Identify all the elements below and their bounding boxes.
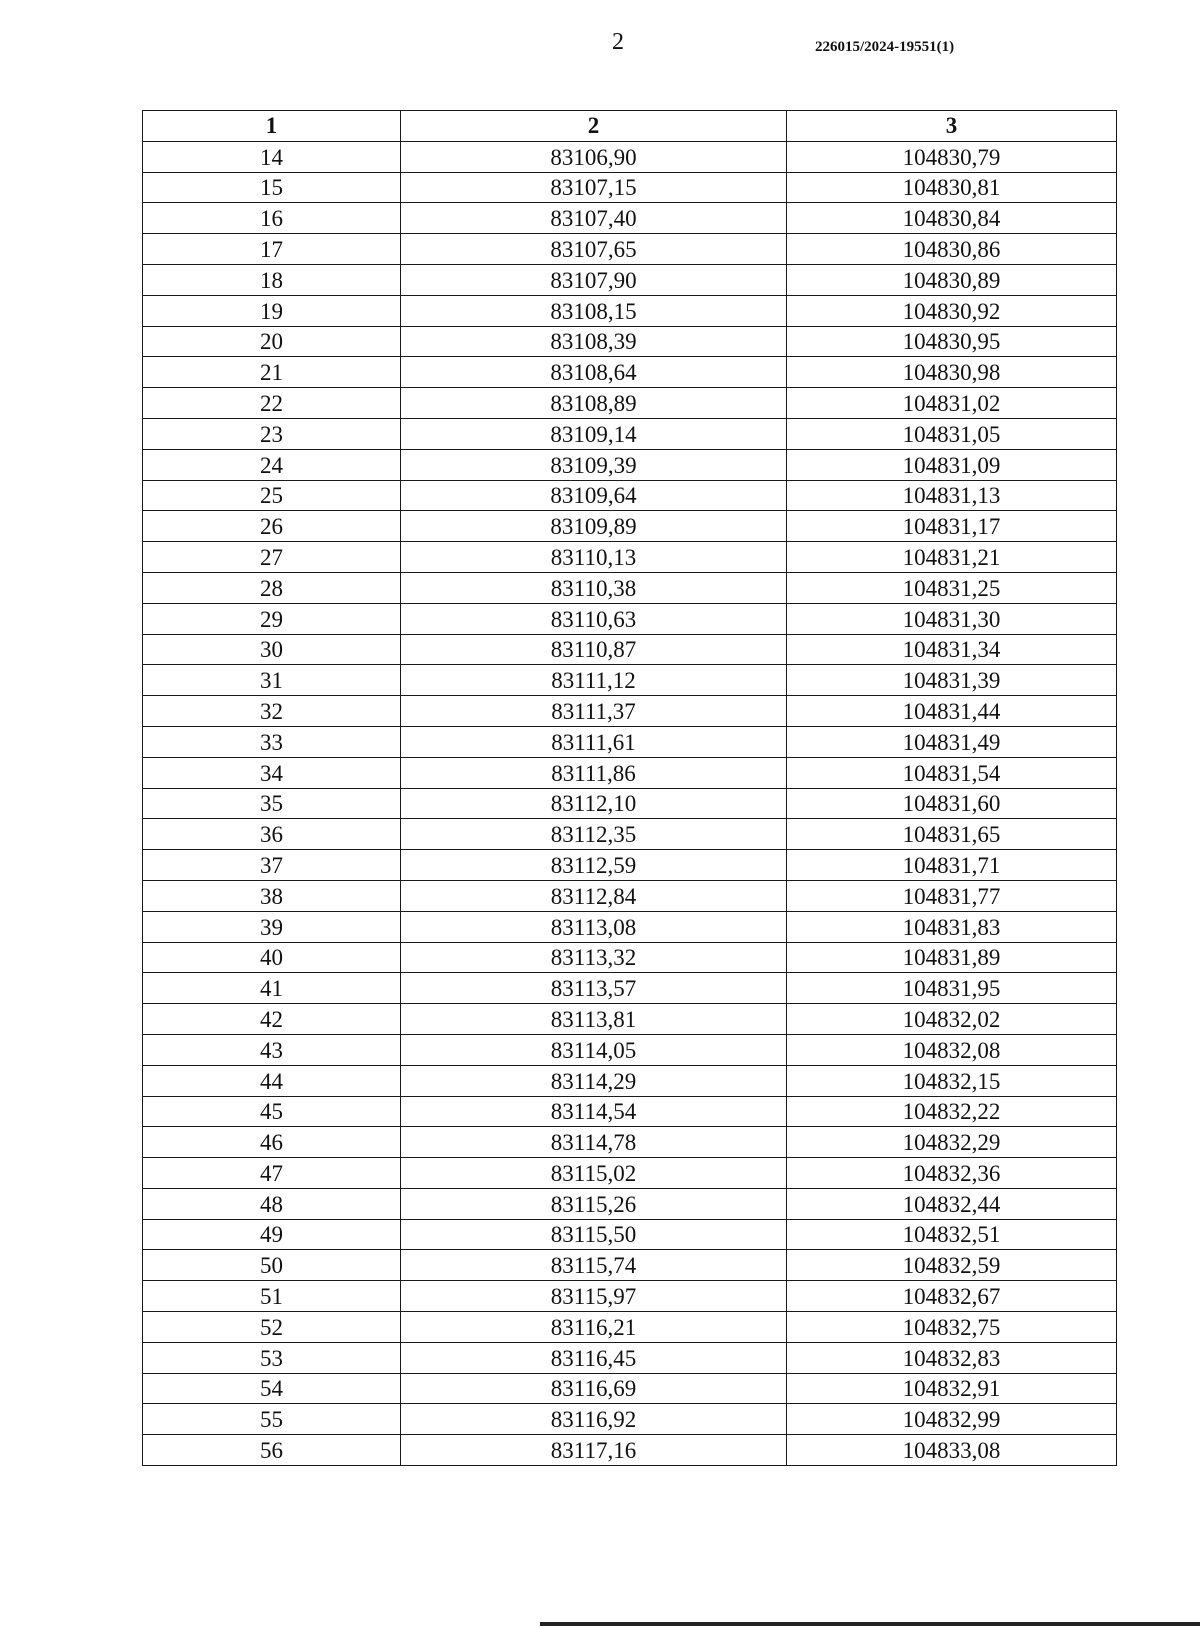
column-header-3: 3	[787, 111, 1117, 142]
y-coordinate-cell: 104831,17	[787, 511, 1117, 542]
x-coordinate-cell: 83110,13	[401, 542, 787, 573]
point-number-cell: 51	[143, 1281, 401, 1312]
point-number-cell: 14	[143, 141, 401, 172]
y-coordinate-cell: 104830,89	[787, 264, 1117, 295]
point-number-cell: 49	[143, 1219, 401, 1250]
x-coordinate-cell: 83114,29	[401, 1065, 787, 1096]
y-coordinate-cell: 104831,25	[787, 572, 1117, 603]
table-row	[143, 1373, 1117, 1404]
table-row	[143, 511, 1117, 542]
y-coordinate-cell: 104832,02	[787, 1004, 1117, 1035]
table-row	[143, 234, 1117, 265]
x-coordinate-cell: 83116,69	[401, 1373, 787, 1404]
table-row	[143, 264, 1117, 295]
y-coordinate-cell: 104831,21	[787, 542, 1117, 573]
x-coordinate-cell: 83109,14	[401, 418, 787, 449]
x-coordinate-cell: 83113,81	[401, 1004, 787, 1035]
point-number-cell: 26	[143, 511, 401, 542]
x-coordinate-cell: 83111,61	[401, 726, 787, 757]
x-coordinate-cell: 83107,90	[401, 264, 787, 295]
table-row	[143, 1096, 1117, 1127]
y-coordinate-cell: 104831,77	[787, 880, 1117, 911]
x-coordinate-cell: 83114,05	[401, 1034, 787, 1065]
table-row	[143, 1250, 1117, 1281]
point-number-cell: 35	[143, 788, 401, 819]
y-coordinate-cell: 104831,39	[787, 665, 1117, 696]
y-coordinate-cell: 104833,08	[787, 1435, 1117, 1466]
x-coordinate-cell: 83117,16	[401, 1435, 787, 1466]
x-coordinate-cell: 83109,64	[401, 480, 787, 511]
point-number-cell: 37	[143, 850, 401, 881]
table-row	[143, 757, 1117, 788]
column-header-1: 1	[143, 111, 401, 142]
x-coordinate-cell: 83107,65	[401, 234, 787, 265]
table-row	[143, 911, 1117, 942]
table-row	[143, 418, 1117, 449]
point-number-cell: 16	[143, 203, 401, 234]
point-number-cell: 42	[143, 1004, 401, 1035]
table-row	[143, 1034, 1117, 1065]
point-number-cell: 50	[143, 1250, 401, 1281]
y-coordinate-cell: 104832,91	[787, 1373, 1117, 1404]
table-row	[143, 788, 1117, 819]
point-number-cell: 17	[143, 234, 401, 265]
point-number-cell: 36	[143, 819, 401, 850]
point-number-cell: 22	[143, 388, 401, 419]
table-row	[143, 1281, 1117, 1312]
point-number-cell: 43	[143, 1034, 401, 1065]
point-number-cell: 30	[143, 634, 401, 665]
table-row	[143, 696, 1117, 727]
y-coordinate-cell: 104832,67	[787, 1281, 1117, 1312]
table-row	[143, 1127, 1117, 1158]
y-coordinate-cell: 104832,15	[787, 1065, 1117, 1096]
x-coordinate-cell: 83113,32	[401, 942, 787, 973]
table-row	[143, 819, 1117, 850]
point-number-cell: 32	[143, 696, 401, 727]
y-coordinate-cell: 104831,34	[787, 634, 1117, 665]
x-coordinate-cell: 83107,40	[401, 203, 787, 234]
y-coordinate-cell: 104832,83	[787, 1342, 1117, 1373]
table-row	[143, 1435, 1117, 1466]
table-row	[143, 172, 1117, 203]
x-coordinate-cell: 83113,08	[401, 911, 787, 942]
x-coordinate-cell: 83107,15	[401, 172, 787, 203]
point-number-cell: 24	[143, 449, 401, 480]
point-number-cell: 45	[143, 1096, 401, 1127]
table-row	[143, 1065, 1117, 1096]
table-row	[143, 1188, 1117, 1219]
y-coordinate-cell: 104832,36	[787, 1158, 1117, 1189]
table-body	[143, 141, 1117, 1465]
y-coordinate-cell: 104830,86	[787, 234, 1117, 265]
y-coordinate-cell: 104830,84	[787, 203, 1117, 234]
table-row	[143, 942, 1117, 973]
point-number-cell: 39	[143, 911, 401, 942]
point-number-cell: 25	[143, 480, 401, 511]
table-row	[143, 203, 1117, 234]
y-coordinate-cell: 104831,89	[787, 942, 1117, 973]
y-coordinate-cell: 104830,79	[787, 141, 1117, 172]
point-number-cell: 40	[143, 942, 401, 973]
x-coordinate-cell: 83110,38	[401, 572, 787, 603]
point-number-cell: 55	[143, 1404, 401, 1435]
point-number-cell: 31	[143, 665, 401, 696]
table-row	[143, 880, 1117, 911]
y-coordinate-cell: 104832,22	[787, 1096, 1117, 1127]
page-number: 2	[612, 29, 624, 55]
table-row	[143, 295, 1117, 326]
point-number-cell: 28	[143, 572, 401, 603]
x-coordinate-cell: 83109,89	[401, 511, 787, 542]
point-number-cell: 44	[143, 1065, 401, 1096]
table-row	[143, 1312, 1117, 1343]
x-coordinate-cell: 83115,97	[401, 1281, 787, 1312]
y-coordinate-cell: 104832,08	[787, 1034, 1117, 1065]
point-number-cell: 23	[143, 418, 401, 449]
point-number-cell: 18	[143, 264, 401, 295]
y-coordinate-cell: 104831,13	[787, 480, 1117, 511]
table-row	[143, 326, 1117, 357]
x-coordinate-cell: 83111,37	[401, 696, 787, 727]
point-number-cell: 15	[143, 172, 401, 203]
point-number-cell: 21	[143, 357, 401, 388]
x-coordinate-cell: 83115,26	[401, 1188, 787, 1219]
table-row	[143, 480, 1117, 511]
point-number-cell: 53	[143, 1342, 401, 1373]
x-coordinate-cell: 83108,89	[401, 388, 787, 419]
point-number-cell: 34	[143, 757, 401, 788]
x-coordinate-cell: 83112,35	[401, 819, 787, 850]
x-coordinate-cell: 83108,39	[401, 326, 787, 357]
y-coordinate-cell: 104831,71	[787, 850, 1117, 881]
y-coordinate-cell: 104832,51	[787, 1219, 1117, 1250]
point-number-cell: 46	[143, 1127, 401, 1158]
y-coordinate-cell: 104831,02	[787, 388, 1117, 419]
y-coordinate-cell: 104831,44	[787, 696, 1117, 727]
point-number-cell: 33	[143, 726, 401, 757]
x-coordinate-cell: 83112,10	[401, 788, 787, 819]
x-coordinate-cell: 83110,87	[401, 634, 787, 665]
point-number-cell: 29	[143, 603, 401, 634]
x-coordinate-cell: 83116,92	[401, 1404, 787, 1435]
y-coordinate-cell: 104831,05	[787, 418, 1117, 449]
point-number-cell: 48	[143, 1188, 401, 1219]
x-coordinate-cell: 83109,39	[401, 449, 787, 480]
x-coordinate-cell: 83112,59	[401, 850, 787, 881]
point-number-cell: 19	[143, 295, 401, 326]
x-coordinate-cell: 83108,15	[401, 295, 787, 326]
point-number-cell: 52	[143, 1312, 401, 1343]
table-row	[143, 449, 1117, 480]
table-row	[143, 1158, 1117, 1189]
x-coordinate-cell: 83114,78	[401, 1127, 787, 1158]
point-number-cell: 41	[143, 973, 401, 1004]
x-coordinate-cell: 83116,45	[401, 1342, 787, 1373]
y-coordinate-cell: 104832,99	[787, 1404, 1117, 1435]
x-coordinate-cell: 83111,86	[401, 757, 787, 788]
y-coordinate-cell: 104830,92	[787, 295, 1117, 326]
bottom-edge-rule	[540, 1622, 1200, 1626]
x-coordinate-cell: 83115,50	[401, 1219, 787, 1250]
table-row	[143, 850, 1117, 881]
y-coordinate-cell: 104831,54	[787, 757, 1117, 788]
y-coordinate-cell: 104831,60	[787, 788, 1117, 819]
y-coordinate-cell: 104832,59	[787, 1250, 1117, 1281]
table-header-row	[143, 111, 1117, 142]
point-number-cell: 56	[143, 1435, 401, 1466]
point-number-cell: 38	[143, 880, 401, 911]
x-coordinate-cell: 83113,57	[401, 973, 787, 1004]
y-coordinate-cell: 104832,44	[787, 1188, 1117, 1219]
table-row	[143, 542, 1117, 573]
x-coordinate-cell: 83106,90	[401, 141, 787, 172]
table-row	[143, 572, 1117, 603]
x-coordinate-cell: 83111,12	[401, 665, 787, 696]
y-coordinate-cell: 104830,95	[787, 326, 1117, 357]
x-coordinate-cell: 83112,84	[401, 880, 787, 911]
table-row	[143, 1404, 1117, 1435]
x-coordinate-cell: 83110,63	[401, 603, 787, 634]
x-coordinate-cell: 83115,74	[401, 1250, 787, 1281]
y-coordinate-cell: 104831,95	[787, 973, 1117, 1004]
table-row	[143, 973, 1117, 1004]
table-row	[143, 634, 1117, 665]
y-coordinate-cell: 104830,98	[787, 357, 1117, 388]
y-coordinate-cell: 104830,81	[787, 172, 1117, 203]
table-row	[143, 388, 1117, 419]
point-number-cell: 27	[143, 542, 401, 573]
document-reference: 226015/2024-19551(1)	[815, 39, 955, 55]
point-number-cell: 47	[143, 1158, 401, 1189]
x-coordinate-cell: 83115,02	[401, 1158, 787, 1189]
table-row	[143, 603, 1117, 634]
coordinates-table	[142, 110, 1117, 1466]
point-number-cell: 54	[143, 1373, 401, 1404]
table-row	[143, 1004, 1117, 1035]
table-row	[143, 726, 1117, 757]
y-coordinate-cell: 104831,30	[787, 603, 1117, 634]
y-coordinate-cell: 104832,75	[787, 1312, 1117, 1343]
table-row	[143, 357, 1117, 388]
x-coordinate-cell: 83114,54	[401, 1096, 787, 1127]
table-row	[143, 1219, 1117, 1250]
y-coordinate-cell: 104831,83	[787, 911, 1117, 942]
y-coordinate-cell: 104831,65	[787, 819, 1117, 850]
column-header-2: 2	[401, 111, 787, 142]
table-row	[143, 1342, 1117, 1373]
table-row	[143, 141, 1117, 172]
x-coordinate-cell: 83108,64	[401, 357, 787, 388]
y-coordinate-cell: 104831,09	[787, 449, 1117, 480]
x-coordinate-cell: 83116,21	[401, 1312, 787, 1343]
y-coordinate-cell: 104832,29	[787, 1127, 1117, 1158]
table-row	[143, 665, 1117, 696]
y-coordinate-cell: 104831,49	[787, 726, 1117, 757]
point-number-cell: 20	[143, 326, 401, 357]
